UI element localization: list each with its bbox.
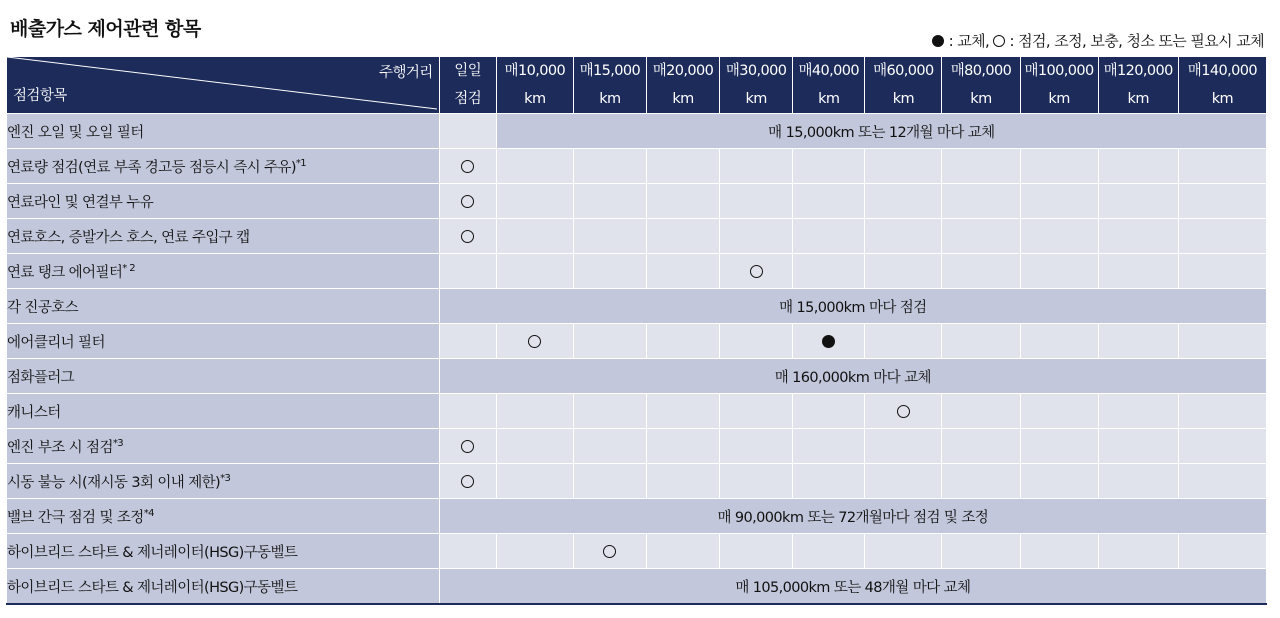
item-footnote: *1: [295, 157, 307, 169]
interval-cell: [573, 219, 646, 254]
interval-cell: [793, 464, 865, 499]
legend-ring-label: : 점검, 조정, 보충, 청소 또는 필요시 교체: [1009, 32, 1264, 50]
item-footnote: *3: [220, 472, 231, 484]
interval-header: 매15,000 km: [573, 57, 646, 114]
item-label: 연료량 점검(연료 부족 경고등 점등시 즉시 주유): [7, 159, 296, 176]
interval-cell: [573, 184, 646, 219]
item-footnote: *4: [143, 507, 154, 519]
item-name: [7, 254, 440, 289]
interval-cell: [793, 184, 865, 219]
item-label: 엔진 부조 시 점검: [7, 439, 113, 456]
item-label: 에어클리너 필터: [7, 334, 105, 351]
interval-cell: [865, 149, 942, 184]
item-name: [7, 394, 440, 429]
interval-cell: [496, 149, 573, 184]
interval-cell: [793, 534, 865, 569]
table-row: [7, 254, 1267, 289]
daily-check-cell: [439, 114, 496, 149]
interval-header: 매140,000 km: [1178, 57, 1266, 114]
interval-cell: [1098, 534, 1178, 569]
interval-cell: [573, 254, 646, 289]
item-name: [7, 359, 440, 394]
interval-cell: [865, 464, 942, 499]
interval-cell: [942, 254, 1020, 289]
interval-cell: [646, 534, 719, 569]
interval-cell: [1020, 219, 1098, 254]
interval-cell: [720, 149, 793, 184]
daily-check-cell: [439, 394, 496, 429]
interval-cell: [646, 219, 719, 254]
table-row: [7, 114, 1267, 149]
interval-cell: [573, 429, 646, 464]
interval-cell: [942, 464, 1020, 499]
table-row: [7, 429, 1267, 464]
table-row: [7, 569, 1267, 605]
interval-cell: [1098, 429, 1178, 464]
item-name: [7, 464, 440, 499]
table-row: [7, 324, 1267, 359]
interval-header: 매20,000 km: [646, 57, 719, 114]
table-row: [7, 394, 1267, 429]
interval-cell: [1098, 394, 1178, 429]
interval-cell: [1178, 184, 1266, 219]
interval-cell: [1178, 394, 1266, 429]
interval-cell: [865, 219, 942, 254]
interval-cell: [496, 219, 573, 254]
item-name: [7, 149, 440, 184]
table-row: [7, 184, 1267, 219]
check-circle-icon: [528, 335, 541, 348]
interval-cell: [1098, 149, 1178, 184]
header-row: [7, 57, 1267, 114]
table-row: [7, 149, 1267, 184]
interval-cell: [1178, 324, 1266, 359]
item-label: 연료호스, 증발가스 호스, 연료 주입구 캡: [7, 229, 250, 246]
diagonal-divider: [7, 57, 439, 114]
item-name: [7, 289, 440, 324]
interval-cell: [720, 394, 793, 429]
interval-cell: [1020, 394, 1098, 429]
interval-cell: [942, 149, 1020, 184]
legend: [932, 30, 1264, 51]
interval-cell: [720, 429, 793, 464]
interval-cell: [942, 534, 1020, 569]
interval-cell: [720, 464, 793, 499]
interval-header: 매40,000 km: [793, 57, 865, 114]
interval-header: 매80,000 km: [942, 57, 1020, 114]
interval-cell: [1098, 464, 1178, 499]
interval-cell: [496, 254, 573, 289]
page-title: 배출가스 제어관련 항목: [10, 18, 201, 40]
distance-label: 주행거리: [379, 65, 433, 81]
interval-cell: [496, 394, 573, 429]
item-label: 연료라인 및 연결부 누유: [7, 194, 154, 211]
item-label: 밸브 간극 점검 및 조정: [7, 509, 144, 526]
item-label: 연료 탱크 에어필터: [7, 264, 123, 281]
interval-cell: [646, 394, 719, 429]
interval-cell: [1020, 149, 1098, 184]
interval-cell: [942, 394, 1020, 429]
interval-cell: [793, 429, 865, 464]
item-name: [7, 219, 440, 254]
table-row: [7, 359, 1267, 394]
daily-check-cell: [439, 534, 496, 569]
corner-header: [7, 57, 440, 114]
check-circle-icon: [461, 160, 474, 173]
interval-cell: [646, 464, 719, 499]
interval-cell: [942, 324, 1020, 359]
table-row: [7, 534, 1267, 569]
interval-note: 매 90,000km 또는 72개월마다 점검 및 조정: [439, 499, 1266, 534]
item-label: 시동 불능 시(재시동 3회 이내 제한): [7, 474, 221, 491]
interval-cell: [496, 324, 573, 359]
interval-cell: [646, 254, 719, 289]
interval-cell: [1020, 429, 1098, 464]
daily-check-cell: [439, 464, 496, 499]
table-row: [7, 499, 1267, 534]
table-row: [7, 289, 1267, 324]
interval-note: 매 15,000km 또는 12개월 마다 교체: [496, 114, 1266, 149]
check-circle-icon: [461, 440, 474, 453]
item-name: [7, 499, 440, 534]
interval-header: 매30,000 km: [720, 57, 793, 114]
interval-cell: [496, 184, 573, 219]
check-circle-icon: [461, 230, 474, 243]
item-label: 각 진공호스: [7, 299, 79, 316]
legend-filled-label: : 교체,: [948, 32, 990, 50]
interval-cell: [1178, 534, 1266, 569]
daily-check-header: 일일 점검: [439, 57, 496, 114]
interval-cell: [1178, 429, 1266, 464]
interval-cell: [793, 394, 865, 429]
interval-cell: [865, 254, 942, 289]
interval-cell: [1020, 324, 1098, 359]
ring-circle-icon: [993, 35, 1005, 47]
interval-cell: [793, 324, 865, 359]
interval-cell: [1178, 149, 1266, 184]
interval-cell: [1098, 254, 1178, 289]
interval-cell: [942, 219, 1020, 254]
item-name: [7, 429, 440, 464]
interval-cell: [720, 184, 793, 219]
interval-cell: [1098, 184, 1178, 219]
daily-check-cell: [439, 429, 496, 464]
interval-cell: [865, 184, 942, 219]
interval-cell: [720, 534, 793, 569]
interval-cell: [646, 184, 719, 219]
schedule-body: [7, 114, 1267, 605]
daily-check-cell: [439, 254, 496, 289]
item-name: [7, 114, 440, 149]
check-circle-icon: [750, 265, 763, 278]
interval-cell: [793, 149, 865, 184]
daily-check-cell: [439, 219, 496, 254]
item-label: 엔진 오일 및 오일 필터: [7, 124, 144, 141]
interval-cell: [573, 464, 646, 499]
interval-cell: [573, 149, 646, 184]
check-circle-icon: [603, 545, 616, 558]
item-label: 하이브리드 스타트 & 제너레이터(HSG)구동벨트: [7, 579, 298, 596]
interval-cell: [573, 534, 646, 569]
item-label: 캐니스터: [7, 404, 61, 421]
item-name: [7, 569, 440, 605]
interval-cell: [1020, 184, 1098, 219]
interval-cell: [720, 324, 793, 359]
check-circle-icon: [461, 195, 474, 208]
item-footnote: * 2: [122, 262, 136, 274]
interval-cell: [1098, 324, 1178, 359]
item-name: [7, 324, 440, 359]
interval-note: 매 160,000km 마다 교체: [439, 359, 1266, 394]
interval-header: 매60,000 km: [865, 57, 942, 114]
interval-cell: [1020, 534, 1098, 569]
interval-cell: [1020, 254, 1098, 289]
interval-header: 매10,000 km: [496, 57, 573, 114]
item-label: 점화플러그: [7, 369, 75, 386]
item-name: [7, 184, 440, 219]
interval-cell: [942, 429, 1020, 464]
items-label: 점검항목: [13, 88, 67, 104]
interval-cell: [865, 394, 942, 429]
daily-check-cell: [439, 149, 496, 184]
interval-cell: [573, 394, 646, 429]
maintenance-schedule-table: [6, 56, 1267, 605]
interval-cell: [1020, 464, 1098, 499]
interval-cell: [1098, 219, 1178, 254]
interval-cell: [865, 324, 942, 359]
interval-cell: [646, 429, 719, 464]
interval-cell: [865, 534, 942, 569]
interval-note: 매 15,000km 마다 점검: [439, 289, 1266, 324]
interval-cell: [720, 219, 793, 254]
table-row: [7, 464, 1267, 499]
interval-cell: [793, 219, 865, 254]
daily-check-cell: [439, 184, 496, 219]
item-label: 하이브리드 스타트 & 제너레이터(HSG)구동벨트: [7, 544, 298, 561]
interval-cell: [793, 254, 865, 289]
interval-cell: [720, 254, 793, 289]
table-row: [7, 219, 1267, 254]
interval-cell: [646, 324, 719, 359]
interval-note: 매 105,000km 또는 48개월 마다 교체: [439, 569, 1266, 605]
check-circle-icon: [461, 475, 474, 488]
interval-cell: [646, 149, 719, 184]
filled-circle-icon: [932, 35, 944, 47]
replace-dot-icon: [822, 335, 835, 348]
interval-header: 매100,000 km: [1020, 57, 1098, 114]
interval-cell: [865, 429, 942, 464]
item-footnote: *3: [112, 437, 124, 449]
interval-cell: [573, 324, 646, 359]
interval-cell: [1178, 219, 1266, 254]
interval-cell: [942, 184, 1020, 219]
item-name: [7, 534, 440, 569]
check-circle-icon: [897, 405, 910, 418]
interval-cell: [496, 464, 573, 499]
interval-cell: [1178, 254, 1266, 289]
interval-cell: [496, 429, 573, 464]
interval-cell: [496, 534, 573, 569]
daily-check-cell: [439, 324, 496, 359]
interval-cell: [1178, 464, 1266, 499]
interval-header: 매120,000 km: [1098, 57, 1178, 114]
